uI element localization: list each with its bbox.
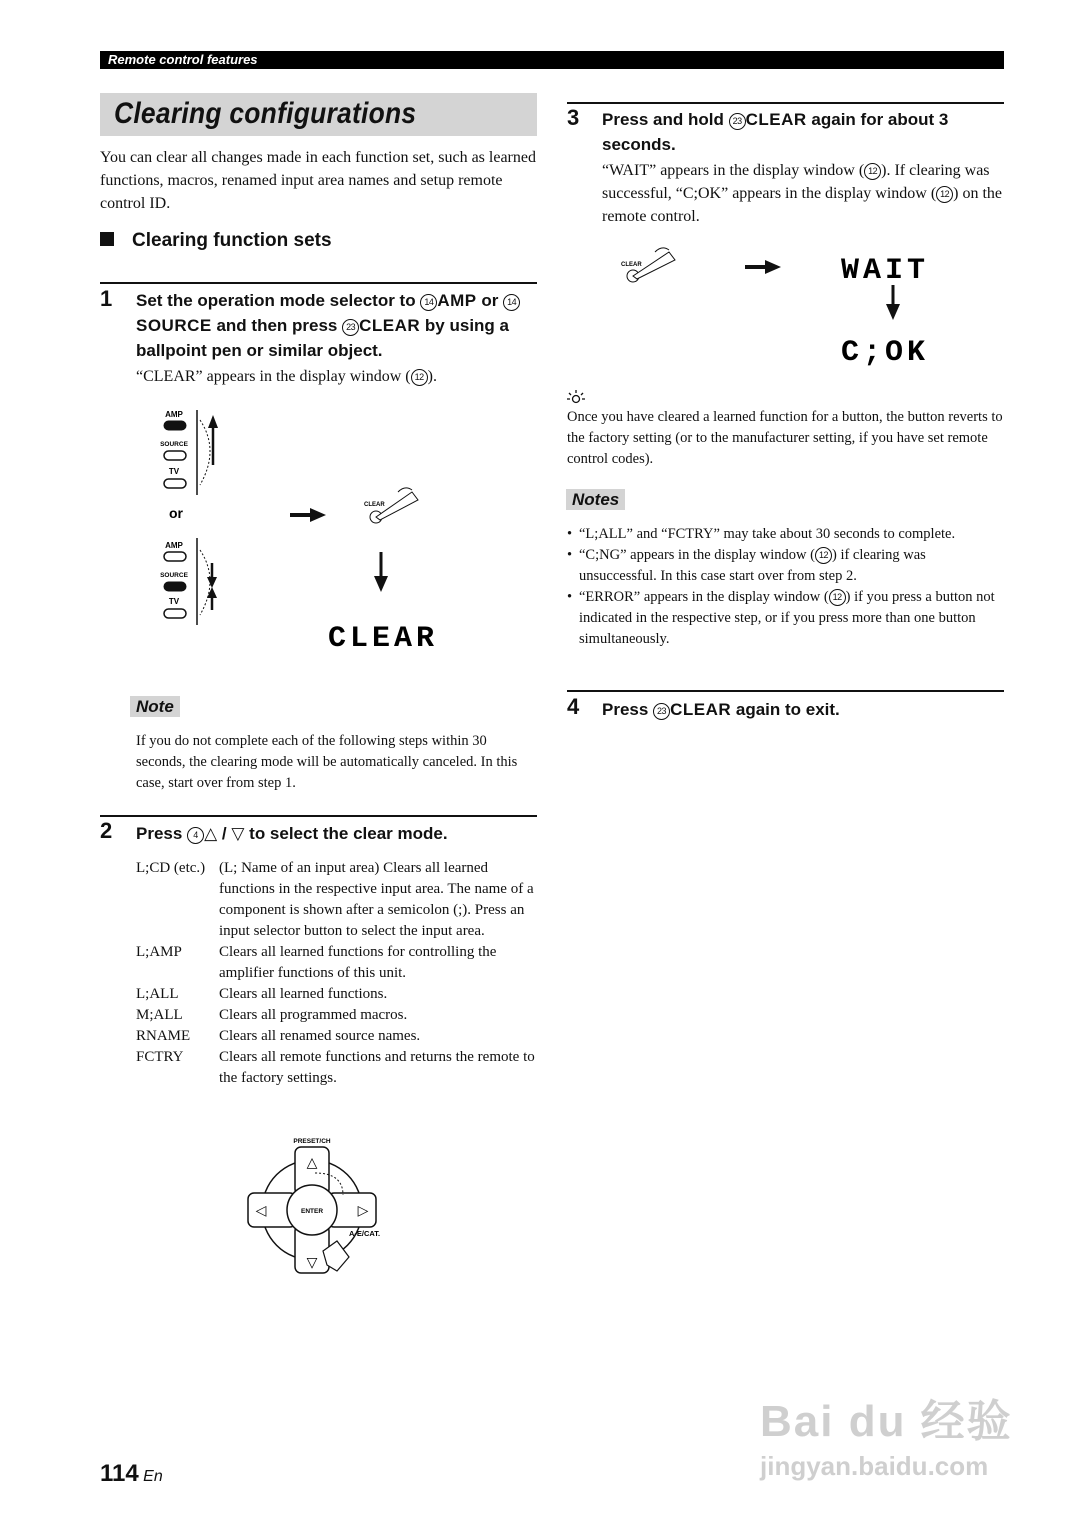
notes-list-item: • “ERROR” appears in the display window ( 12 ) if you press a button not indicated in the respective step, or if you press more than one button simultaneously. bbox=[567, 587, 1004, 650]
amp-switch-slot bbox=[164, 421, 186, 430]
mode-code: L;CD (etc.) bbox=[136, 860, 206, 876]
watermark-url: jingyan.baidu.com bbox=[760, 1451, 989, 1481]
step1-body: “CLEAR” appears in the display window ( 12 ). bbox=[136, 368, 437, 385]
step2-instruction: Press 4 △ / ▽ to select the clear mode. bbox=[136, 824, 448, 843]
page-title: Clearing configurations bbox=[114, 97, 417, 130]
page-language: En bbox=[143, 1468, 163, 1485]
page-number: 114 bbox=[100, 1460, 139, 1487]
dpad-enter-label: ENTER bbox=[300, 1208, 324, 1215]
step4-number: 4 bbox=[567, 694, 580, 719]
ref-number-badge: 12 bbox=[829, 589, 846, 606]
dpad-down-icon: ▽ bbox=[306, 1255, 318, 1271]
lcd-display-clear: CLEAR bbox=[328, 622, 439, 656]
step4-rule bbox=[567, 690, 1004, 692]
step3-body: “WAIT” appears in the display window ( 12 ). If clearing was successful, “C;OK” appears in the display window ( 12 ) on the remote control. bbox=[602, 162, 1003, 225]
square-bullet-icon bbox=[100, 232, 114, 246]
ref-number-badge: 12 bbox=[815, 547, 832, 564]
step1-rule bbox=[100, 282, 537, 284]
mode-selector-lower bbox=[160, 538, 217, 625]
lcd-display-wait: WAIT bbox=[841, 254, 930, 288]
pen-press-icon bbox=[621, 248, 675, 282]
selector-label: SOURCE bbox=[160, 441, 188, 448]
dpad-left-icon: ◁ bbox=[255, 1203, 267, 1219]
subheading bbox=[100, 230, 332, 252]
ref-number-badge: 23 bbox=[653, 703, 670, 720]
lcd-display-cok: C;OK bbox=[841, 336, 930, 370]
ref-number-badge: 4 bbox=[187, 827, 204, 844]
mode-row bbox=[136, 984, 538, 1005]
right-arrow-icon bbox=[745, 260, 781, 274]
step1-instruction: Set the operation mode selector to 14 AMP or 14SOURCE and then press 23 CLEAR by using a ballpoint pen or similar object. bbox=[136, 288, 541, 363]
dpad-diagram bbox=[245, 1133, 395, 1278]
note-tag: Note bbox=[130, 697, 180, 717]
notes-list-item: • “C;NG” appears in the display window ( 12 ) if clearing was unsuccessful. In this case start over from step 2. bbox=[567, 545, 1004, 587]
mode-code: L;AMP bbox=[136, 944, 182, 960]
tip-icon bbox=[566, 389, 586, 405]
mode-code: L;ALL bbox=[136, 986, 179, 1002]
watermark bbox=[760, 1385, 1013, 1482]
mode-selector-upper bbox=[160, 410, 218, 495]
mode-row bbox=[136, 1005, 538, 1026]
pen-clear-label: CLEAR bbox=[364, 502, 385, 508]
notes-list-item: • “L;ALL” and “FCTRY” may take about 30 seconds to complete. bbox=[567, 524, 1004, 545]
down-triangle-icon: ▽ bbox=[231, 824, 245, 843]
section-header-text: Remote control features bbox=[108, 52, 258, 67]
ref-number-badge: 12 bbox=[936, 186, 953, 203]
ref-number-badge: 12 bbox=[864, 163, 881, 180]
dpad-right-icon: ▷ bbox=[357, 1203, 369, 1219]
ref-number-badge: 14 bbox=[420, 294, 437, 311]
clear-label: CLEAR bbox=[359, 316, 421, 335]
clear-label: CLEAR bbox=[745, 110, 807, 129]
mode-code: M;ALL bbox=[136, 1007, 183, 1023]
ref-number-badge: 12 bbox=[411, 369, 428, 386]
intro-paragraph: You can clear all changes made in each function set, such as learned functions, macros, renamed input area names and setup remote control ID. bbox=[100, 149, 536, 212]
mode-description: Clears all remote functions and returns the remote to the factory settings. bbox=[219, 1049, 535, 1086]
step3-rule bbox=[567, 102, 1004, 104]
step2-number: 2 bbox=[100, 818, 113, 843]
mode-description: Clears all learned functions. bbox=[219, 986, 388, 1002]
source-label: SOURCE bbox=[136, 316, 212, 335]
mode-description: (L; Name of an input area) Clears all learned functions in the respective input area. The name of a component is shown after a semicolon (;). Press an input selector button to select the input area. bbox=[219, 860, 534, 939]
ref-number-badge: 23 bbox=[729, 113, 746, 130]
selector-label: AMP bbox=[165, 541, 183, 550]
note-text: If you do not complete each of the following steps within 30 seconds, the clearing mode will be automatically canceled. In this case, start over from step 1. bbox=[136, 733, 518, 791]
section-header bbox=[100, 51, 1004, 69]
pen-press-icon bbox=[364, 488, 418, 523]
ref-number-badge: 14 bbox=[503, 294, 520, 311]
down-arrow-icon bbox=[886, 285, 900, 320]
mode-description: Clears all learned functions for controlling the amplifier functions of this unit. bbox=[219, 944, 497, 981]
source-switch-slot bbox=[164, 582, 186, 591]
selector-label: SOURCE bbox=[160, 572, 188, 579]
clear-mode-table bbox=[136, 858, 538, 1089]
mode-row bbox=[136, 1047, 538, 1089]
subheading-text: Clearing function sets bbox=[132, 230, 332, 251]
tip-text: Once you have cleared a learned function for a button, the button reverts to the factory setting (or to the manufacturer setting, if you have set remote control codes). bbox=[567, 409, 1003, 467]
dpad-up-icon: △ bbox=[306, 1155, 318, 1171]
mode-description: Clears all programmed macros. bbox=[219, 1007, 408, 1023]
selector-label: TV bbox=[168, 597, 180, 606]
right-arrow-icon bbox=[290, 508, 326, 522]
mode-row bbox=[136, 858, 538, 942]
selector-diagram bbox=[150, 400, 450, 660]
notes-tag: Notes bbox=[566, 490, 625, 510]
wait-ok-diagram bbox=[615, 240, 955, 370]
down-arrow-icon bbox=[374, 552, 388, 592]
mode-row bbox=[136, 942, 538, 984]
dpad-side-label: A-E/CAT. bbox=[349, 1229, 381, 1238]
step3-instruction: Press and hold 23 CLEAR again for about 3 seconds. bbox=[602, 110, 949, 154]
or-text: or bbox=[169, 505, 183, 521]
selector-label: AMP bbox=[165, 410, 183, 419]
step2-rule bbox=[100, 815, 537, 817]
step3-number: 3 bbox=[567, 105, 580, 130]
mode-code: RNAME bbox=[136, 1028, 191, 1044]
step4-instruction: Press 23 CLEAR again to exit. bbox=[602, 700, 840, 719]
dpad-top-label: PRESET/CH bbox=[293, 1138, 331, 1145]
step1-number: 1 bbox=[100, 286, 113, 311]
mode-code: FCTRY bbox=[136, 1049, 184, 1065]
watermark-logo: Bai du 经验 bbox=[760, 1397, 1013, 1446]
mode-description: Clears all renamed source names. bbox=[219, 1028, 421, 1044]
page-title-box bbox=[100, 93, 537, 136]
notes-list bbox=[567, 524, 1004, 650]
pen-clear-label: CLEAR bbox=[621, 262, 642, 268]
clear-label: CLEAR bbox=[670, 700, 732, 719]
amp-label: AMP bbox=[437, 291, 477, 310]
selector-label: TV bbox=[168, 467, 180, 476]
mode-row bbox=[136, 1026, 538, 1047]
up-triangle-icon: △ bbox=[204, 824, 218, 843]
page-footer bbox=[100, 1460, 163, 1488]
ref-number-badge: 23 bbox=[342, 319, 359, 336]
